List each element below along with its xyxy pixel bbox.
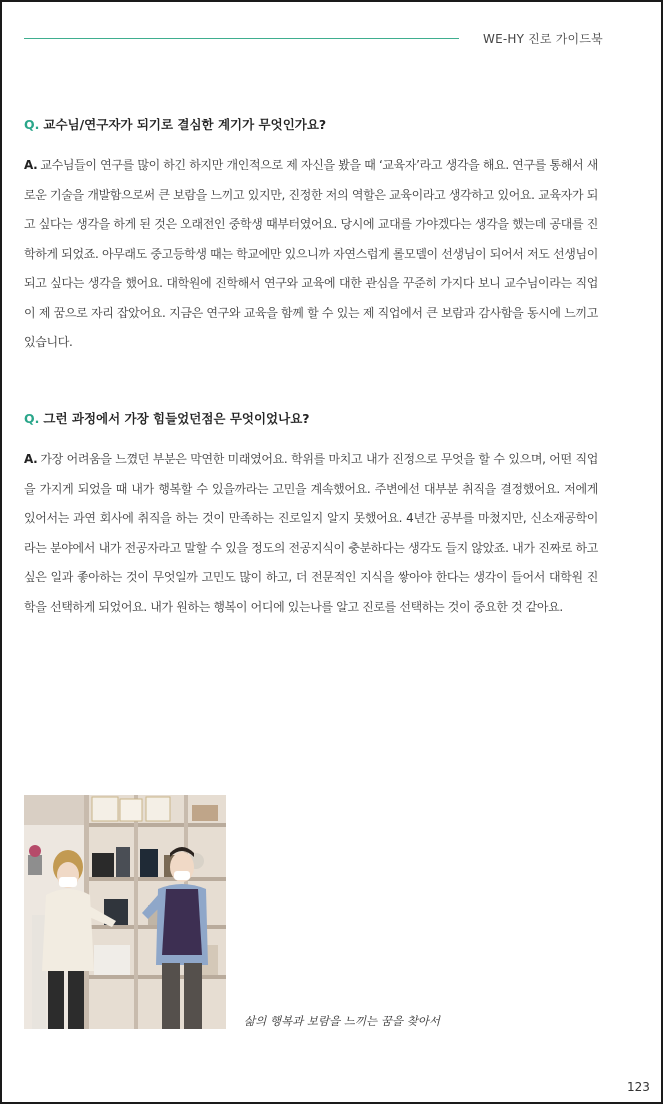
photo-caption: 삶의 행복과 보람을 느끼는 꿈을 찾아서 <box>244 1014 441 1028</box>
question-mark: Q. <box>24 117 40 132</box>
answer <box>24 445 598 622</box>
answer-text: 교수님들이 연구를 많이 하긴 하지만 개인적으로 제 자신을 봤을 때 ‘교육자’라고 생각을 해요. 연구를 통해서 새로운 기술을 개발함으로써 큰 보람을 느끼고 있지만, 진정한 저의 역할은 교육이라고 생각하고 있어요. 교육자가 되고 싶다는 생각을 하게 된 것은 오래전인 중학생 때부터였어요. 당시에 교대를 가야겠다는 생각을 했는데 공대를 진학하게 되었죠. 아무래도 중고등학생 때는 학교에만 있으니까 자연스럽게 롤모델이 선생님이 되어서 저도 선생님이 되고 싶다는 생각을 했어요. 대학원에 진학해서 연구와 교육에 대한 관심을 꾸준히 가지다 보니 교수님이라는 직업이 제 꿈으로 자리 잡았어요. 지금은 연구와 교육을 함께 할 수 있는 제 직업에서 큰 보람과 감사함을 동시에 느끼고 있습니다. <box>24 158 598 349</box>
photo-illustration <box>24 795 226 1029</box>
interview-photo <box>24 795 226 1029</box>
header-title: WE-HY 진로 가이드북 <box>483 32 603 46</box>
question-text: 그런 과정에서 가장 힘들었던점은 무엇이었나요? <box>43 411 310 426</box>
question <box>24 410 598 428</box>
answer-mark: A. <box>24 452 38 466</box>
qa-block <box>24 116 598 358</box>
question-text: 교수님/연구자가 되기로 결심한 계기가 무엇인가요? <box>43 117 327 132</box>
page-number: 123 <box>627 1080 650 1094</box>
answer-text: 가장 어려움을 느꼈던 부분은 막연한 미래였어요. 학위를 마치고 내가 진정으로 무엇을 할 수 있으며, 어떤 직업을 가지게 되었을 때 내가 행복할 수 있을까라는 고민을 계속했어요. 주변에선 대부분 취직을 결정했어요. 저에게 있어서는 과연 회사에 취직을 하는 것이 만족하는 진로일지 알지 못했어요. 4년간 공부를 마쳤지만, 신소재공학이라는 분야에서 내가 전공자라고 말할 수 있을 정도의 전공지식이 충분하다는 생각도 들지 않았죠. 내가 진짜로 하고 싶은 일과 좋아하는 것이 무엇일까 고민도 많이 하고, 더 전문적인 지식을 쌓아야 한다는 생각이 들어서 대학원 진학을 선택하게 되었어요. 내가 원하는 행복이 어디에 있는나를 알고 진로를 선택하는 것이 중요한 것 같아요. <box>24 452 598 614</box>
answer-mark: A. <box>24 158 38 172</box>
question-mark: Q. <box>24 411 40 426</box>
question <box>24 116 598 134</box>
answer <box>24 151 598 358</box>
qa-block <box>24 410 598 622</box>
header-rule <box>24 38 459 39</box>
